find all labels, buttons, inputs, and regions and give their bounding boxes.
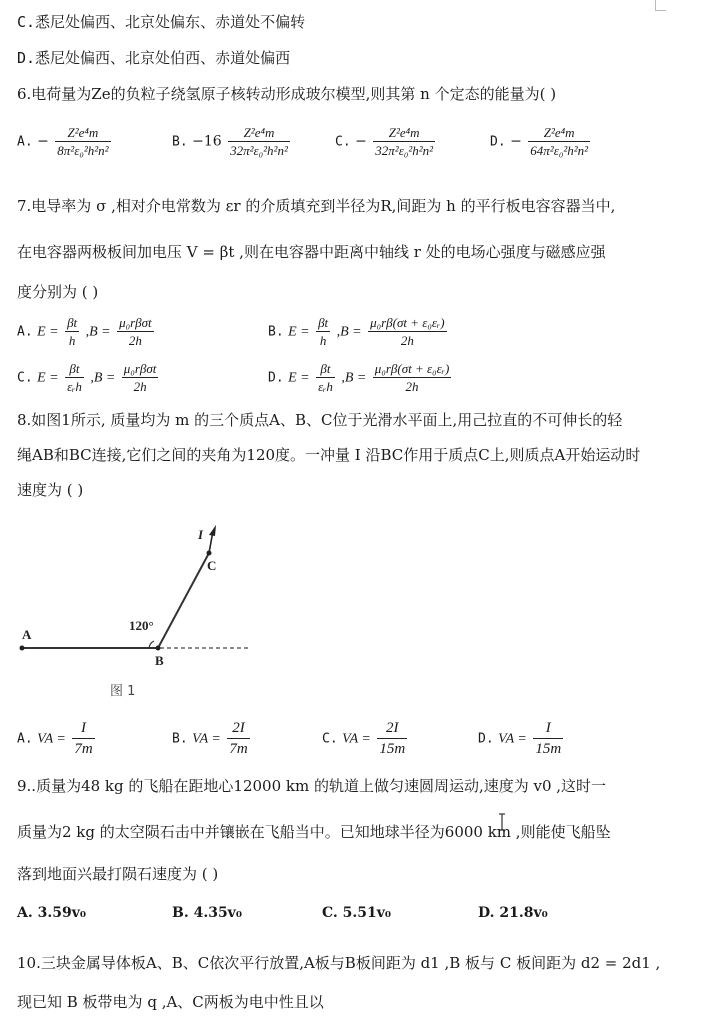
rope-bc — [158, 553, 209, 648]
label-c: C — [207, 558, 217, 573]
q8-stem-line2: 绳AB和BC连接,它们之间的夹角为120度。一冲量 I 沿BC作用于质点C上,则质点A开始运动时 — [17, 446, 641, 464]
q9-stem-line2: 质量为2 kg 的太空陨石击中并镶嵌在飞船当中。已知地球半径为6000 km ,则能使飞船坠 — [17, 823, 611, 841]
denominator: εᵣh — [318, 379, 333, 394]
option-prefix: − — [355, 133, 367, 150]
numerator: Z²e⁴m — [528, 124, 590, 142]
option-label: B. — [172, 134, 188, 150]
option-prefix: − — [37, 133, 49, 150]
q9-option-d: D. 21.8v₀ — [478, 905, 548, 921]
va-equals: VA = — [37, 731, 66, 747]
label-impulse: I — [198, 527, 204, 542]
option-label: C. — [335, 134, 351, 150]
label-a: A — [22, 627, 32, 642]
denominator: h — [68, 333, 76, 348]
q8-option-d — [478, 718, 565, 759]
q10-stem-line2: 现已知 B 板带电为 q ,A、C两板为电中性且以 — [17, 993, 324, 1011]
numerator: I — [72, 718, 94, 739]
denominator: 2h — [405, 379, 419, 394]
denominator: 32π²ε₀²h²n² — [230, 143, 288, 158]
fraction — [373, 124, 435, 159]
option-label: D. — [268, 370, 284, 386]
q7-stem-line1: 7.电导率为 σ ,相对介电常数为 εr 的介质填充到半径为R,间距为 h 的平行板电容容器当中, — [17, 197, 616, 215]
fraction — [228, 124, 290, 159]
numerator: μ₀rβσt — [119, 315, 152, 330]
q8-option-a — [17, 718, 97, 759]
fraction — [227, 718, 249, 759]
b-equals: ,B = — [90, 370, 116, 386]
option-label: A. — [17, 324, 33, 340]
fraction — [122, 360, 159, 395]
q6-stem: 6.电荷量为Ze的负粒子绕氢原子核转动形成玻尔模型,则其第 n 个定态的能量为( ) — [17, 85, 557, 103]
point-b — [156, 646, 161, 651]
q9-stem-line1: 9..质量为48 kg 的飞船在距地心12000 km 的轨道上做匀速圆周运动,速度为 v0 ,这时一 — [17, 777, 607, 795]
fraction — [377, 718, 407, 759]
numerator: μ₀rβ(σt + ε₀εᵣ) — [374, 361, 450, 376]
option-label: D. — [478, 731, 494, 747]
denominator: 15m — [535, 741, 562, 757]
q5-option-c: C.悉尼处偏西、北京处偏东、赤道处不偏转 — [17, 13, 306, 31]
fraction — [373, 360, 452, 395]
q8-stem-line1: 8.如图1所示, 质量均为 m 的三个质点A、B、C位于光滑水平面上,用己拉直的不可伸长的轻 — [17, 411, 623, 429]
q6-option-d — [490, 124, 592, 159]
fraction — [117, 314, 154, 349]
numerator: 2I — [377, 718, 407, 739]
denominator: 7m — [229, 741, 248, 757]
numerator: μ₀rβσt — [123, 361, 157, 376]
q6-option-b — [172, 124, 292, 159]
denominator: 15m — [379, 741, 406, 757]
fraction — [72, 718, 94, 759]
text-cursor-icon — [497, 812, 507, 832]
q6-option-a — [17, 124, 113, 159]
option-label: D. — [490, 134, 506, 150]
q7-stem-line3: 度分别为 ( ) — [17, 283, 99, 301]
q8-option-b — [172, 718, 252, 759]
q7-option-b — [268, 314, 449, 349]
numerator: βt — [318, 315, 329, 330]
e-equals: E = — [288, 324, 310, 340]
denominator: εᵣh — [67, 379, 82, 394]
fraction — [368, 314, 447, 349]
q8-option-c — [322, 718, 409, 759]
va-equals: VA = — [342, 731, 371, 747]
va-equals: VA = — [498, 731, 527, 747]
option-label: A. — [17, 134, 33, 150]
q7-option-c — [17, 360, 160, 395]
numerator: 2I — [227, 718, 249, 739]
denominator: 32π²ε₀²h²n² — [375, 143, 434, 158]
fraction — [316, 360, 335, 395]
numerator: μ₀rβ(σt + ε₀εᵣ) — [370, 315, 445, 330]
q7-option-a — [17, 314, 156, 349]
label-b: B — [155, 653, 164, 668]
e-equals: E = — [37, 324, 59, 340]
fraction — [533, 718, 563, 759]
q5-option-d: D.悉尼处偏西、北京处伯西、赤道处偏西 — [17, 49, 291, 67]
numerator: Z²e⁴m — [373, 124, 435, 142]
numerator: Z²e⁴m — [55, 124, 110, 142]
b-equals: ,B = — [336, 324, 362, 340]
denominator: 2h — [400, 333, 414, 348]
numerator: Z²e⁴m — [228, 124, 290, 142]
option-label: B. — [172, 731, 188, 747]
point-a — [20, 646, 25, 651]
b-equals: ,B = — [85, 324, 111, 340]
va-equals: VA = — [192, 731, 221, 747]
e-equals: E = — [288, 370, 310, 386]
denominator: h — [319, 333, 327, 348]
angle-label: 120° — [129, 618, 154, 633]
option-label: B. — [268, 324, 284, 340]
fraction — [55, 124, 110, 159]
fraction — [528, 124, 590, 159]
q9-stem-line3: 落到地面兴最打陨石速度为 ( ) — [17, 865, 219, 883]
e-equals: E = — [37, 370, 59, 386]
point-c — [207, 551, 212, 556]
denominator: 7m — [74, 741, 93, 757]
fraction — [65, 360, 84, 395]
q8-stem-line3: 速度为 ( ) — [17, 481, 84, 499]
figure-caption: 图 1 — [110, 684, 136, 699]
numerator: I — [533, 718, 563, 739]
denominator: 8π²ε₀²h²n² — [57, 143, 109, 158]
q7-option-d — [268, 360, 453, 395]
page-corner-mark — [655, 0, 666, 11]
q9-option-c: C. 5.51v₀ — [322, 905, 392, 921]
numerator: βt — [316, 360, 335, 378]
option-label: C. — [17, 370, 33, 386]
option-prefix: − — [510, 133, 522, 150]
denominator: 2h — [133, 379, 147, 394]
q6-option-c — [335, 124, 437, 159]
q7-stem-line2: 在电容器两极板间加电压 V = βt ,则在电容器中距离中轴线 r 处的电场心强度与磁感应强 — [17, 243, 606, 261]
q9-option-a: A. 3.59v₀ — [17, 905, 86, 921]
fraction — [65, 314, 79, 349]
denominator: 2h — [128, 333, 142, 348]
b-equals: ,B = — [341, 370, 367, 386]
angle-arc — [149, 641, 154, 648]
numerator: βt — [65, 360, 84, 378]
fraction — [316, 314, 330, 349]
q10-stem-line1: 10.三块金属导体板A、B、C依次平行放置,A板与B板间距为 d1 ,B 板与 C 板间距为 d2 = 2d1 , — [17, 954, 661, 972]
figure-1 — [0, 515, 330, 705]
denominator: 64π²ε₀²h²n² — [530, 143, 589, 158]
option-prefix: −16 — [192, 133, 222, 150]
option-label: A. — [17, 731, 33, 747]
option-label: C. — [322, 731, 338, 747]
numerator: βt — [67, 315, 78, 330]
q9-option-b: B. 4.35v₀ — [172, 905, 242, 921]
impulse-arrow-head — [209, 525, 216, 536]
